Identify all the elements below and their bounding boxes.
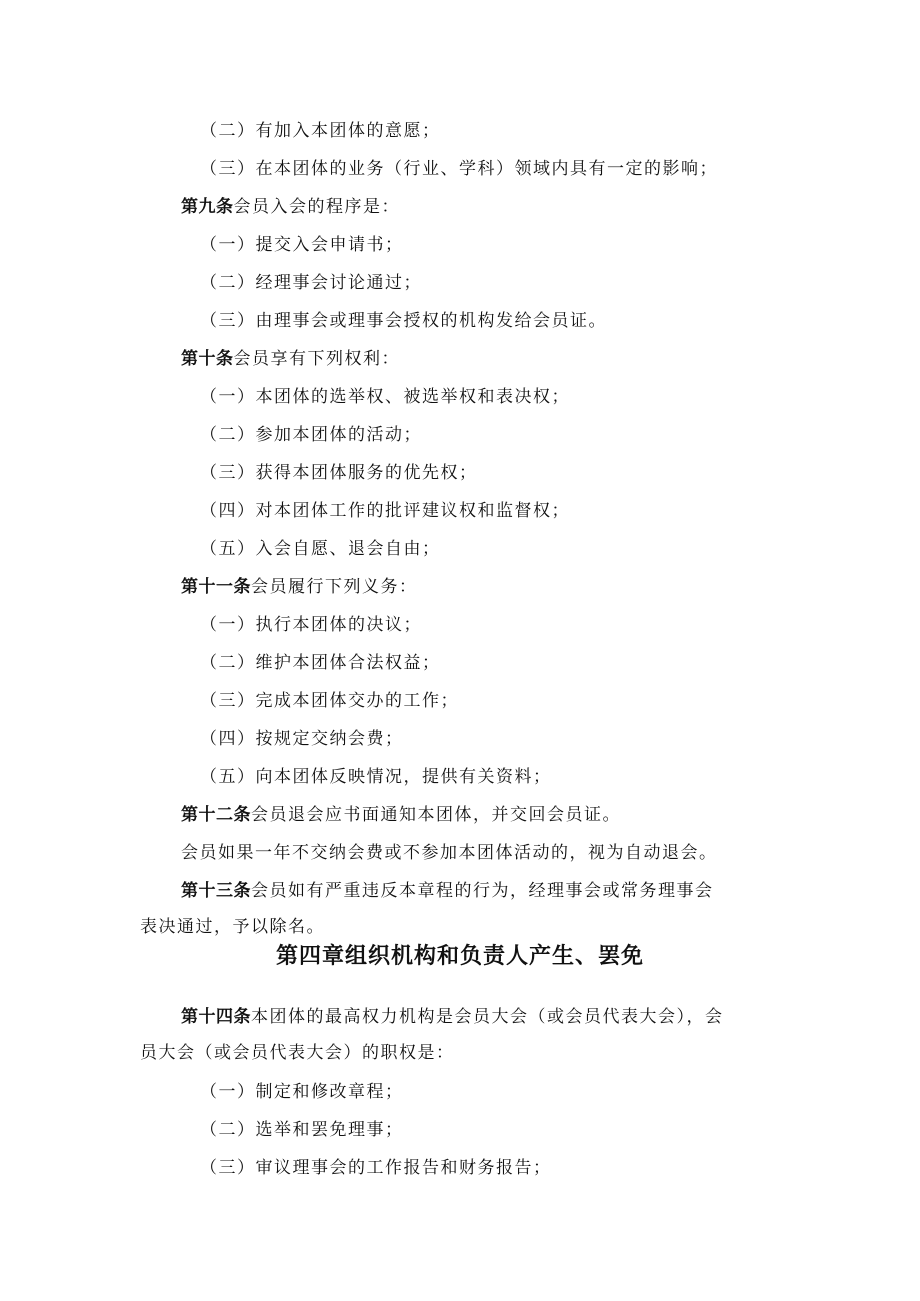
article10-item-3: （三）获得本团体服务的优先权； [200,463,478,483]
article10-item-2: （二）参加本团体的活动； [200,425,422,445]
article11-item-5: （五）向本团体反映情况，提供有关资料； [200,767,552,787]
article13-heading [181,879,714,903]
article13-number: 第十三条 [181,881,251,901]
article10-item-1: （一）本团体的选举权、被选举权和表决权； [200,387,570,407]
article12-number: 第十二条 [181,805,251,825]
article9-item-1: （一）提交入会申请书； [200,235,404,255]
article11-item-2: （二）维护本团体合法权益； [200,653,441,673]
article11-item-4: （四）按规定交纳会费； [200,729,404,749]
article10-item-4: （四）对本团体工作的批评建议权和监督权； [200,501,570,521]
article10-heading [181,347,400,371]
article8-item-3: （三）在本团体的业务（行业、学科）领域内具有一定的影响； [200,159,718,179]
article14-text: 本团体的最高权力机构是会员大会（或会员代表大会），会 [251,1007,724,1027]
article14-continuation: 员大会（或会员代表大会）的职权是： [140,1043,455,1063]
article14-item-2: （二）选举和罢免理事； [200,1120,404,1140]
article9-text: 会员入会的程序是： [233,197,400,217]
article11-item-3: （三）完成本团体交办的工作； [200,691,459,711]
article13-continuation: 表决通过，予以除名。 [140,917,325,937]
article12-heading [181,803,621,827]
article8-item-2: （二）有加入本团体的意愿； [200,121,441,141]
article9-item-2: （二）经理事会讨论通过； [200,273,422,293]
article9-item-3: （三）由理事会或理事会授权的机构发给会员证。 [200,311,607,331]
article11-number: 第十一条 [181,577,251,597]
article9-heading [181,195,400,219]
article14-item-1: （一）制定和修改章程； [200,1082,404,1102]
article12-text: 会员退会应书面通知本团体，并交回会员证。 [251,805,621,825]
article13-text: 会员如有严重违反本章程的行为，经理事会或常务理事会 [251,881,714,901]
chapter-heading: 第四章组织机构和负责人产生、罢免 [275,944,644,969]
article10-number: 第十条 [181,349,234,369]
article14-number: 第十四条 [181,1007,251,1027]
article11-item-1: （一）执行本团体的决议； [200,615,422,635]
article10-item-5: （五）入会自愿、退会自由； [200,539,441,559]
article14-item-3: （三）审议理事会的工作报告和财务报告； [200,1158,552,1178]
article12-text-2: 会员如果一年不交纳会费或不参加本团体活动的，视为自动退会。 [181,843,718,863]
article11-text: 会员履行下列义务： [251,577,418,597]
article10-text: 会员享有下列权利： [233,349,400,369]
article9-number: 第九条 [181,197,234,217]
article11-heading [181,575,418,599]
article14-heading [181,1005,724,1029]
